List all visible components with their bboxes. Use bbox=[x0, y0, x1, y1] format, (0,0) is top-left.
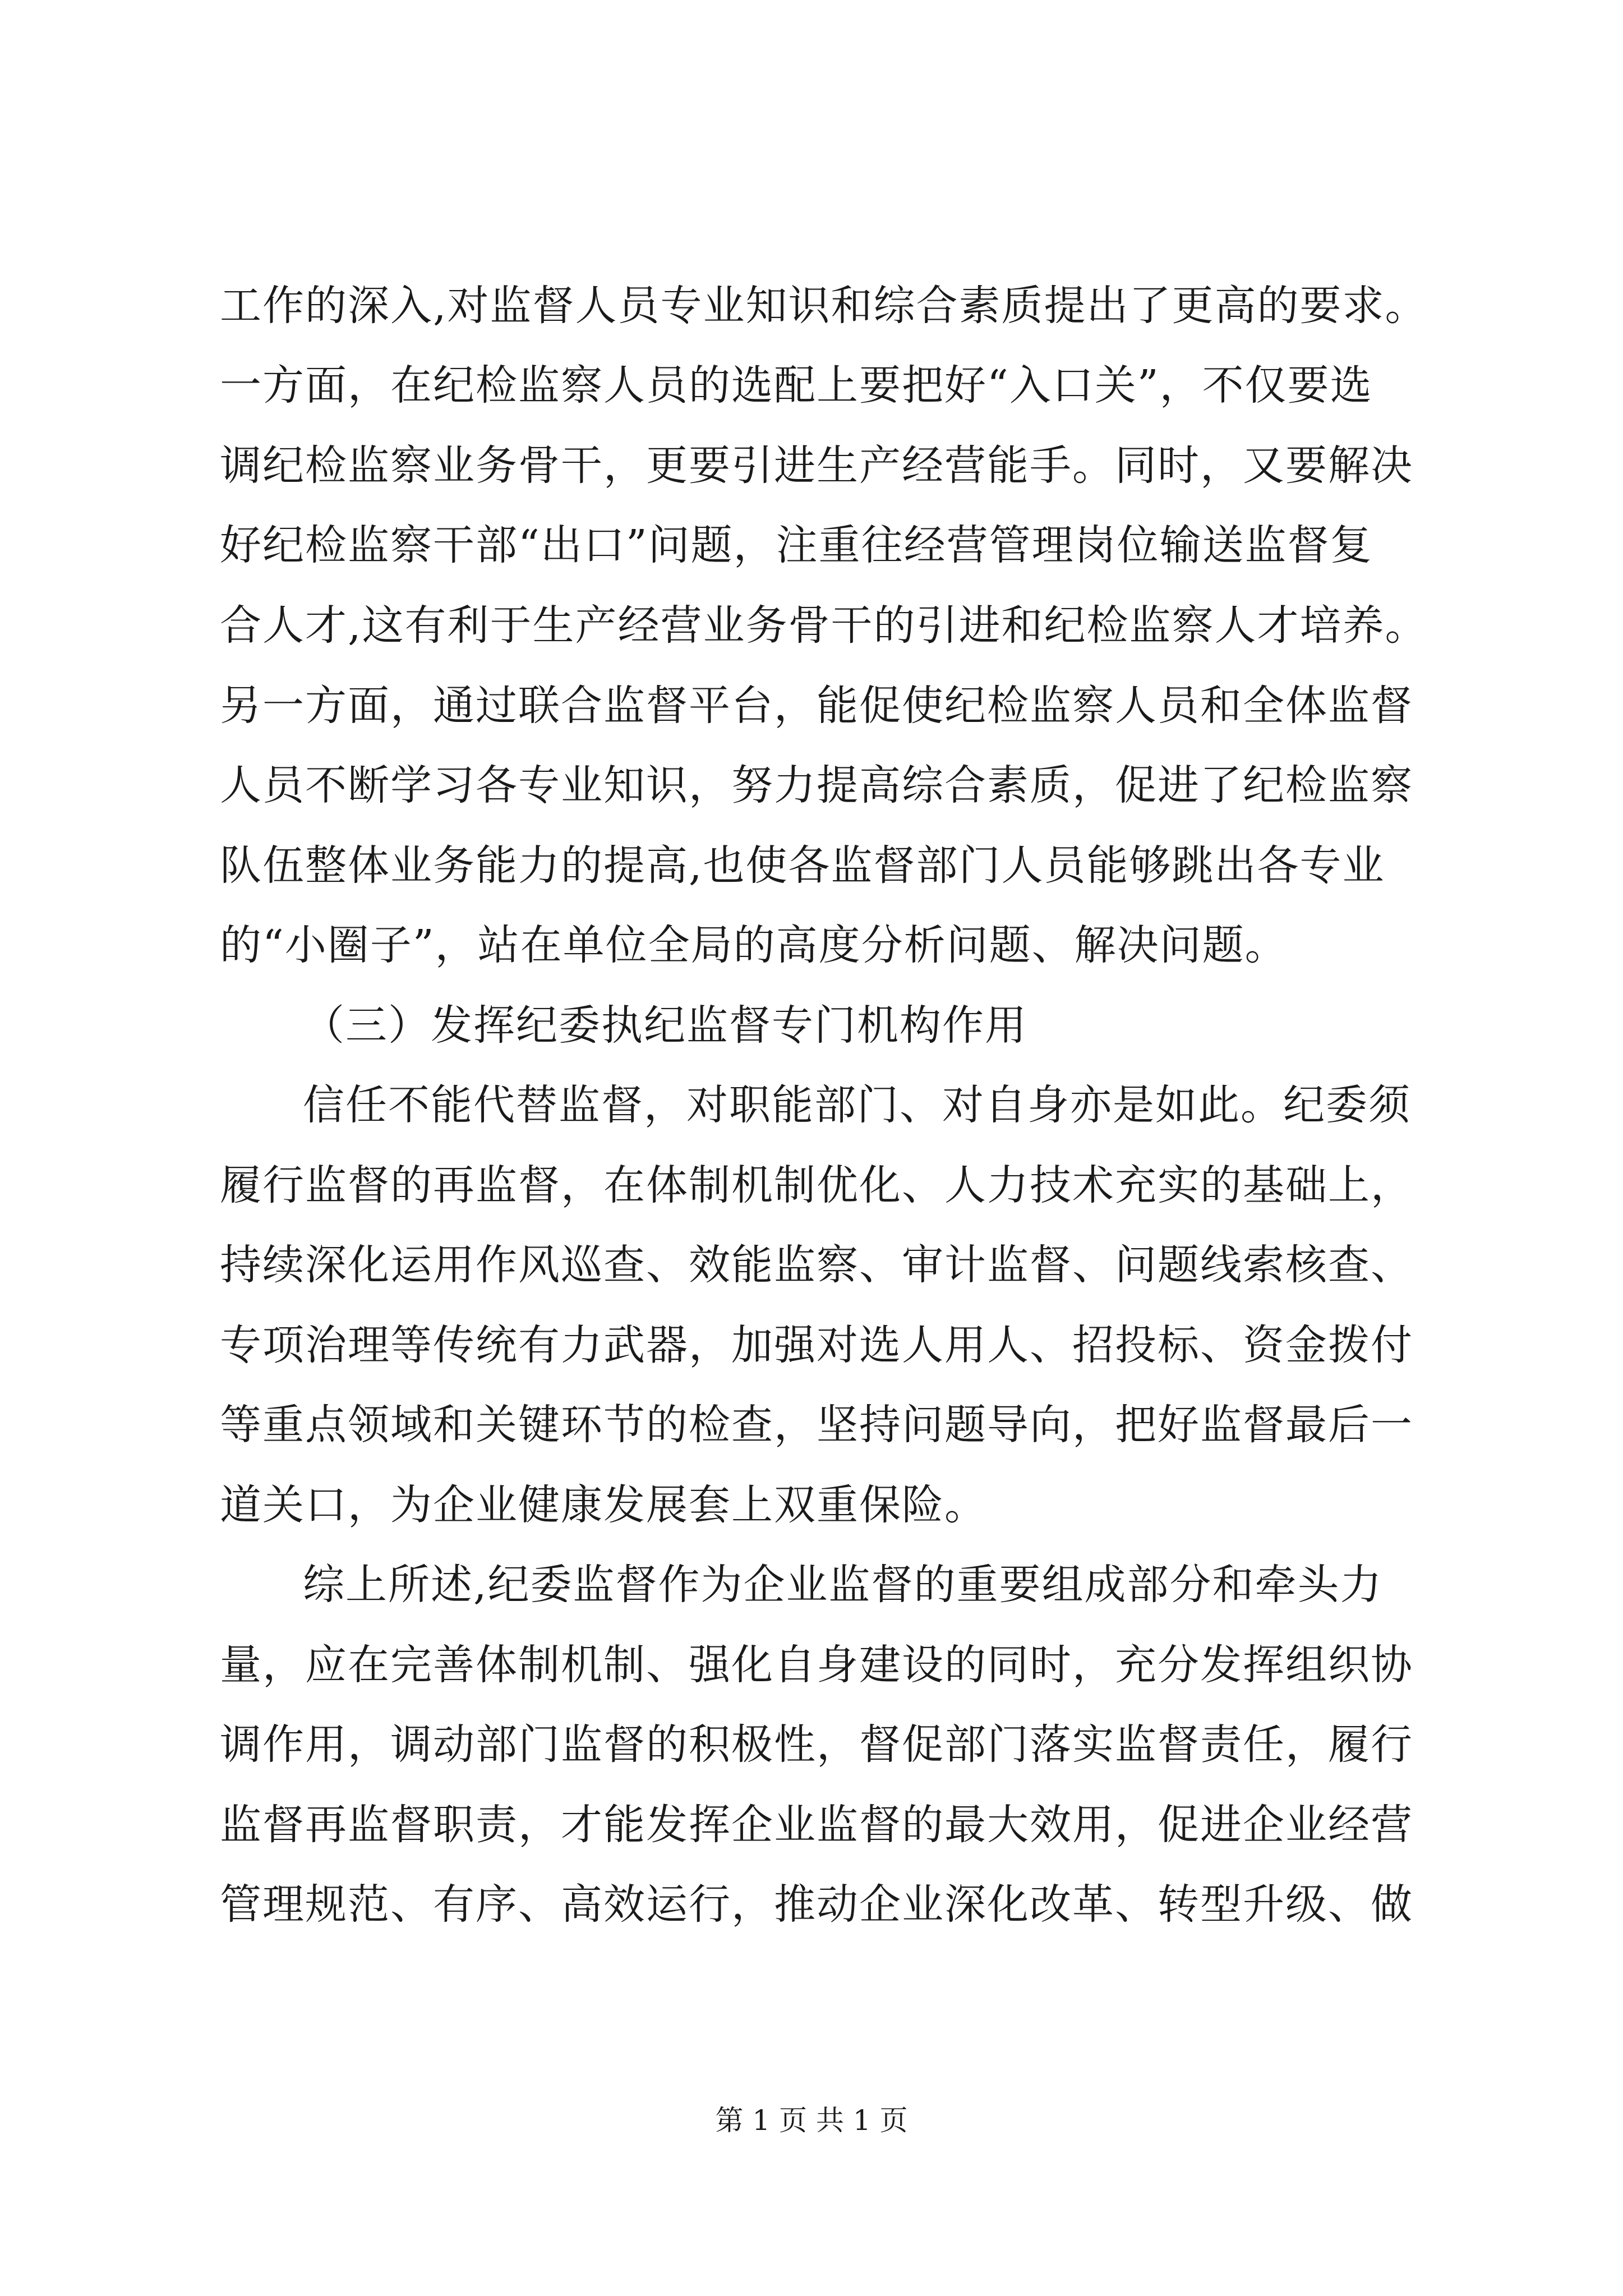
page-number-footer: 第 1 页 共 1 页 bbox=[715, 2104, 908, 2137]
body-line-4: 好纪检监察干部“出口”问题，注重往经营管理岗位输送监督复 bbox=[220, 521, 1373, 569]
body-line-7: 人员不断学习各专业知识，努力提高综合素质，促进了纪检监察 bbox=[220, 761, 1413, 809]
body-line-6: 另一方面，通过联合监督平台，能促使纪检监察人员和全体监督 bbox=[220, 682, 1413, 730]
section-heading: （三）发挥纪委执纪监督专门机构作用 bbox=[303, 1001, 1027, 1050]
body-line-9: 的“小圈子”，站在单位全局的高度分析问题、解决问题。 bbox=[220, 921, 1288, 969]
body-line-20: 监督再监督职责，才能发挥企业监督的最大效用，促进企业经营 bbox=[220, 1801, 1413, 1849]
body-line-13: 持续深化运用作风巡查、效能监察、审计监督、问题线索核查、 bbox=[220, 1241, 1413, 1289]
body-line-15: 等重点领域和关键环节的检查，坚持问题导向，把好监督最后一 bbox=[220, 1401, 1413, 1449]
body-line-8: 队伍整体业务能力的提高,也使各监督部门人员能够跳出各专业 bbox=[220, 841, 1385, 890]
body-line-14: 专项治理等传统有力武器，加强对选人用人、招投标、资金拨付 bbox=[220, 1321, 1413, 1369]
body-line-17: 综上所述,纪委监督作为企业监督的重要组成部分和牵头力 bbox=[303, 1561, 1383, 1609]
body-line-18: 量，应在完善体制机制、强化自身建设的同时，充分发挥组织协 bbox=[220, 1641, 1413, 1689]
body-line-21: 管理规范、有序、高效运行，推动企业深化改革、转型升级、做 bbox=[220, 1880, 1413, 1929]
body-line-12: 履行监督的再监督，在体制机制优化、人力技术充实的基础上， bbox=[220, 1161, 1413, 1209]
body-line-1: 工作的深入,对监督人员专业知识和综合素质提出了更高的要求。 bbox=[220, 282, 1428, 330]
body-line-2: 一方面，在纪检监察人员的选配上要把好“入口关”，不仅要选 bbox=[220, 361, 1373, 409]
body-line-19: 调作用，调动部门监督的积极性，督促部门落实监督责任，履行 bbox=[220, 1720, 1413, 1769]
body-line-16: 道关口，为企业健康发展套上双重保险。 bbox=[220, 1481, 987, 1529]
body-line-3: 调纪检监察业务骨干，更要引进生产经营能手。同时，又要解决 bbox=[220, 441, 1413, 490]
body-line-5: 合人才,这有利于生产经营业务骨干的引进和纪检监察人才培养。 bbox=[220, 601, 1428, 650]
body-line-11: 信任不能代替监督，对职能部门、对自身亦是如此。纪委须 bbox=[303, 1081, 1411, 1129]
